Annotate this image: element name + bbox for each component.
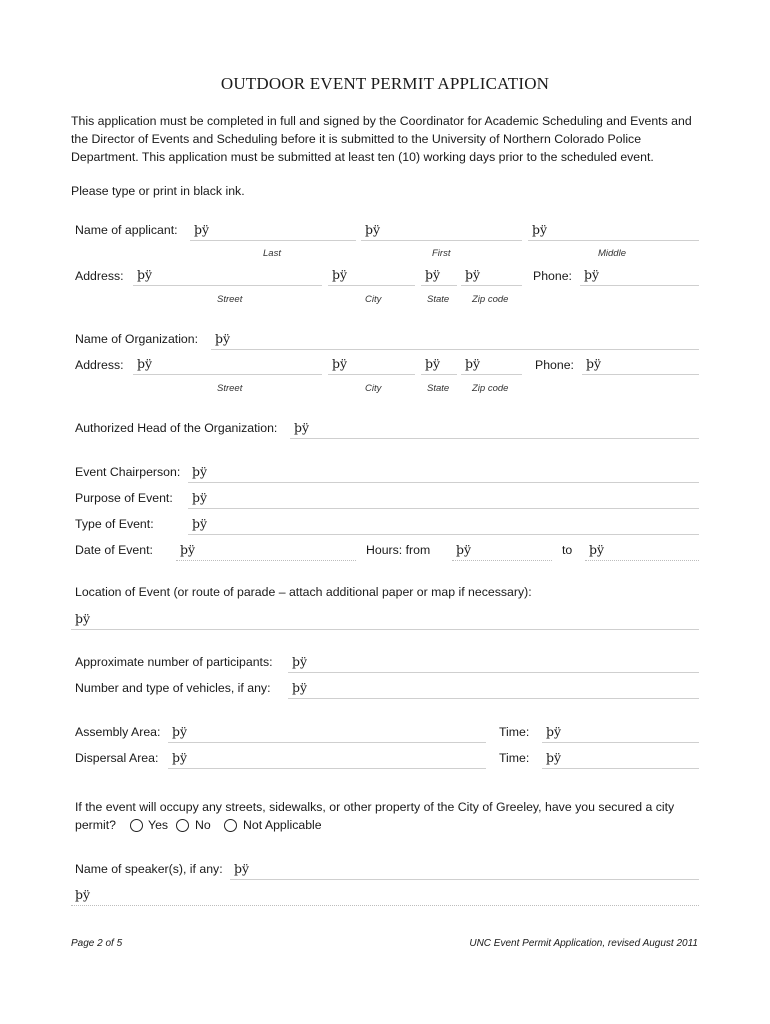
zip-sublabel: Zip code [472, 383, 509, 394]
applicant-first-name-field[interactable]: þÿ [361, 221, 522, 241]
organization-phone-label: Phone: [535, 358, 574, 372]
organization-city-field[interactable]: þÿ [328, 355, 415, 375]
applicant-city-field[interactable]: þÿ [328, 266, 415, 286]
speakers-label: Name of speaker(s), if any: [75, 862, 223, 876]
date-of-event-field[interactable]: þÿ [176, 541, 356, 561]
event-chairperson-field[interactable]: þÿ [188, 463, 699, 483]
authorized-head-field[interactable]: þÿ [290, 419, 699, 439]
state-sublabel: State [427, 294, 450, 305]
applicant-street-field[interactable]: þÿ [133, 266, 322, 286]
page-title: OUTDOOR EVENT PERMIT APPLICATION [220, 74, 550, 93]
authorized-head-label: Authorized Head of the Organization: [75, 421, 278, 435]
organization-address-label: Address: [75, 358, 124, 372]
permit-no-label: No [195, 818, 211, 832]
assembly-time-label: Time: [499, 725, 530, 739]
applicant-zip-field[interactable]: þÿ [461, 266, 522, 286]
hours-from-label: Hours: from [366, 543, 431, 557]
last-sublabel: Last [263, 248, 281, 259]
permit-not-applicable-radio[interactable] [224, 819, 237, 832]
participants-label: Approximate number of participants: [75, 655, 273, 669]
applicant-last-name-field[interactable]: þÿ [190, 221, 356, 241]
purpose-of-event-field[interactable]: þÿ [188, 489, 699, 509]
applicant-state-field[interactable]: þÿ [421, 266, 457, 286]
date-of-event-label: Date of Event: [75, 543, 153, 557]
zip-sublabel: Zip code [472, 294, 509, 305]
vehicles-label: Number and type of vehicles, if any: [75, 681, 271, 695]
dispersal-area-field[interactable]: þÿ [168, 749, 486, 769]
dispersal-time-label: Time: [499, 751, 530, 765]
hours-to-field[interactable]: þÿ [585, 541, 699, 561]
intro-paragraph: This application must be completed in full and signed by the Coordinator for Academic Scheduling and Events and the Director of Events and Scheduling before it is submitted to the University of Northern Colorado Police Department. This application must be submitted at least ten (10) working days prior to the scheduled event. [71, 114, 692, 164]
location-field[interactable]: þÿ [71, 610, 699, 630]
assembly-area-label: Assembly Area: [75, 725, 161, 739]
type-of-event-field[interactable]: þÿ [188, 515, 699, 535]
permit-yes-radio[interactable] [130, 819, 143, 832]
dispersal-area-label: Dispersal Area: [75, 751, 159, 765]
permit-no-radio[interactable] [176, 819, 189, 832]
organization-street-field[interactable]: þÿ [133, 355, 322, 375]
permit-yes-label: Yes [148, 818, 169, 832]
participants-field[interactable]: þÿ [288, 653, 699, 673]
assembly-time-field[interactable]: þÿ [542, 723, 699, 743]
city-sublabel: City [365, 294, 382, 305]
vehicles-field[interactable]: þÿ [288, 679, 699, 699]
applicant-phone-field[interactable]: þÿ [580, 266, 699, 286]
organization-state-field[interactable]: þÿ [421, 355, 457, 375]
speakers-field[interactable]: þÿ [230, 860, 699, 880]
revision-note: UNC Event Permit Application, revised August 2011 [469, 938, 698, 949]
organization-phone-field[interactable]: þÿ [582, 355, 699, 375]
first-sublabel: First [432, 248, 451, 259]
type-of-event-label: Type of Event: [75, 517, 154, 531]
middle-sublabel: Middle [598, 248, 626, 259]
organization-name-label: Name of Organization: [75, 332, 199, 346]
city-sublabel: City [365, 383, 382, 394]
dispersal-time-field[interactable]: þÿ [542, 749, 699, 769]
hours-to-label: to [562, 543, 573, 557]
instruction-text: Please type or print in black ink. [71, 184, 245, 198]
assembly-area-field[interactable]: þÿ [168, 723, 486, 743]
applicant-phone-label: Phone: [533, 269, 572, 283]
location-label: Location of Event (or route of parade – attach additional paper or map if necessary): [75, 585, 532, 599]
permit-not-applicable-label: Not Applicable [243, 818, 322, 832]
page-number: Page 2 of 5 [71, 938, 123, 949]
event-chairperson-label: Event Chairperson: [75, 465, 181, 479]
street-sublabel: Street [217, 294, 243, 305]
state-sublabel: State [427, 383, 450, 394]
organization-name-field[interactable]: þÿ [211, 330, 699, 350]
purpose-of-event-label: Purpose of Event: [75, 491, 173, 505]
applicant-name-label: Name of applicant: [75, 223, 178, 237]
city-permit-question: If the event will occupy any streets, sidewalks, or other property of the City of Greeley, have you secured a city [75, 800, 675, 814]
speakers-additional-field[interactable]: þÿ [71, 886, 699, 906]
organization-zip-field[interactable]: þÿ [461, 355, 522, 375]
applicant-middle-name-field[interactable]: þÿ [528, 221, 699, 241]
hours-from-field[interactable]: þÿ [452, 541, 552, 561]
applicant-address-label: Address: [75, 269, 124, 283]
street-sublabel: Street [217, 383, 243, 394]
permit-label: permit? [75, 818, 117, 832]
